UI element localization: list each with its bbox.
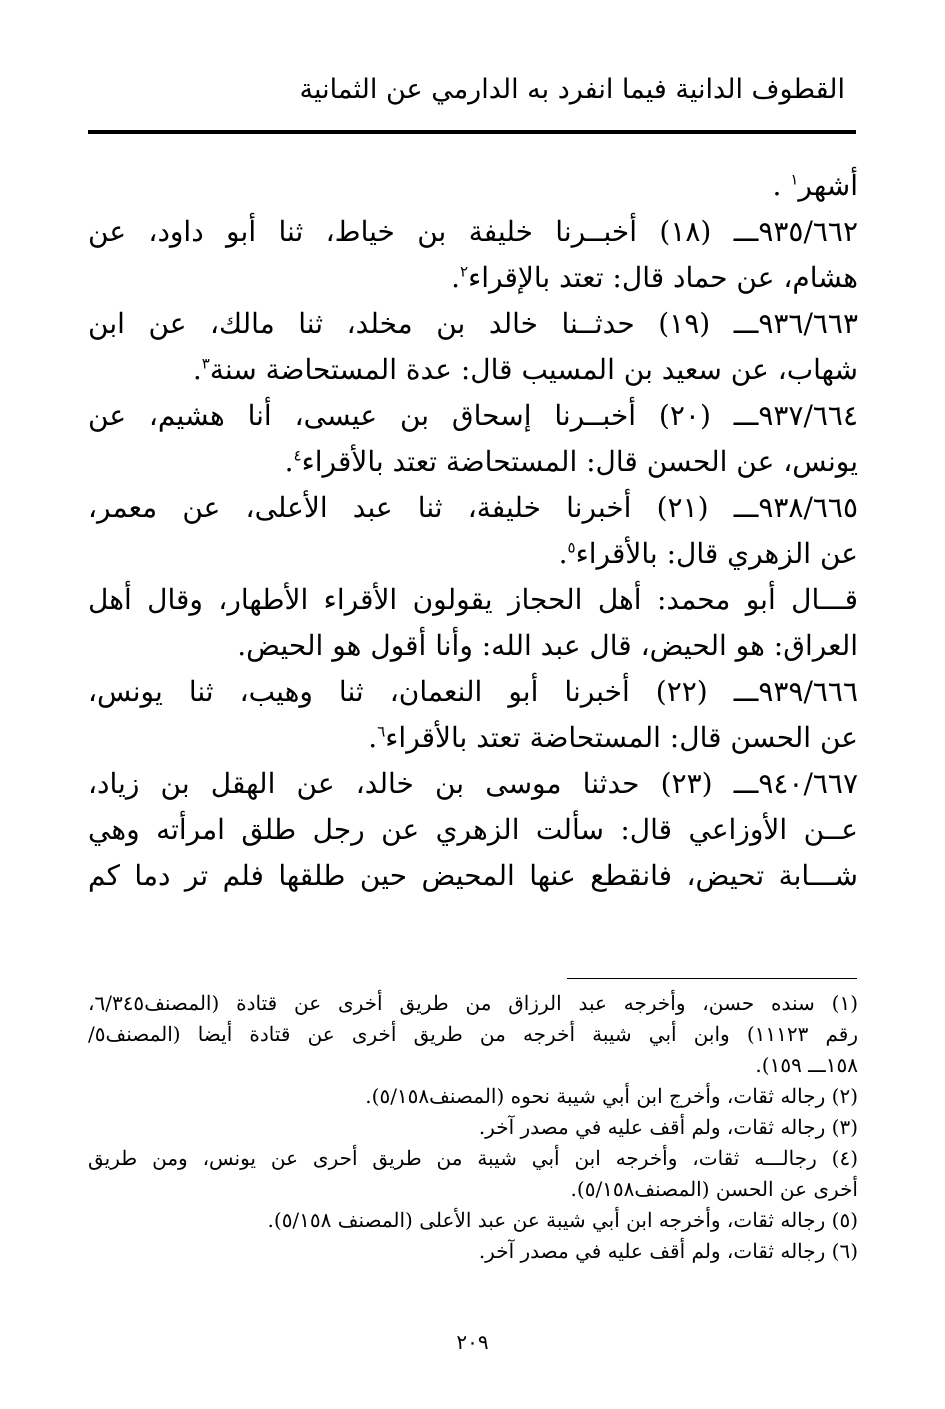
header-rule (88, 130, 856, 134)
text-line: شهاب، عن سعيد بن المسيب قال: عدة المستحاضة سنة$^٣$. (192, 353, 858, 386)
footnote-line: (٤) رجالـــه ثقات، وأخرجه ابن أبي شيبة من طريق أحرى عن يونس، ومن طريق (88, 1146, 858, 1170)
text-line: عن الزهري قال: بالأقراء$^٥$. (558, 537, 858, 570)
footnote-marker: ٢ (460, 262, 469, 281)
text-line: ٩٣٩/٦٦٦ـــ (٢٢) أخبرنا أبو النعمان، ثنا وهيب، ثنا يونس، (88, 675, 858, 708)
text-line: عــن الأوزاعي قال: سألت الزهري عن رجل طلق امرأته وهي (88, 813, 858, 846)
text-line: أشهر$^١$ . (772, 169, 858, 202)
text-line: قـــال أبو محمد: أهل الحجاز يقولون الأقراء الأطهار، وقال أهل (88, 583, 858, 616)
text-line: يونس، عن الحسن قال: المستحاضة تعتد بالأقراء$^٤$. (284, 445, 858, 478)
text-line: ٩٣٦/٦٦٣ـــ (١٩) حدثــنا خالد بن مخلد، ثنا مالك، عن ابن (88, 307, 858, 340)
text-line: عن الحسن قال: المستحاضة تعتد بالأقراء$^٦$. (368, 721, 858, 754)
text-line: العراق: هو الحيض، قال عبد الله: وأنا أقول هو الحيض. (237, 629, 858, 662)
footnote-marker: ٥ (567, 538, 576, 557)
text-line: ٩٣٨/٦٦٥ـــ (٢١) أخبرنا خليفة، ثنا عبد الأعلى، عن معمر، (88, 491, 858, 524)
main-text (88, 163, 858, 899)
footnote-line: (٥) رجاله ثقات، وأخرجه ابن أبي شيبة عن عبد الأعلى (المصنف ٥/١٥٨). (267, 1208, 858, 1232)
footnote-marker: ٣ (201, 354, 210, 373)
footnote-line: (١) سنده حسن، وأخرجه عبد الرزاق من طريق أخرى عن قتادة (المصنف٦/٣٤٥، (88, 991, 858, 1015)
text-line: شـــابة تحيض، فانقطع عنها المحيض حين طلقها فلم تر دما كم (88, 859, 858, 892)
footnote-marker: ١ (790, 170, 799, 189)
footnote-line: (٦) رجاله ثقات، ولم أقف عليه في مصدر آخر. (478, 1239, 858, 1263)
footnote-line: (٢) رجاله ثقات، وأخرج ابن أبي شيبة نحوه (المصنف٥/١٥٨). (365, 1084, 858, 1108)
footnote-line: أخرى عن الحسن (المصنف٥/١٥٨). (570, 1177, 858, 1201)
footnote-marker: ٤ (293, 446, 302, 465)
footnotes (88, 988, 858, 1267)
footnote-marker: ٦ (377, 722, 386, 741)
text-line: هشام، عن حماد قال: تعتد بالإقراء$^٢$. (451, 261, 858, 294)
running-header-title: القطوف الدانية فيما انفرد به الدارمي عن الثمانية (299, 74, 845, 105)
text-line: ٩٣٧/٦٦٤ـــ (٢٠) أخبــرنا إسحاق بن عيسى، أنا هشيم، عن (88, 399, 858, 432)
text-line: ٩٣٥/٦٦٢ـــ (١٨) أخبــرنا خليفة بن خياط، ثنا أبو داود، عن (88, 215, 858, 248)
page-number: ٢٠٩ (456, 1330, 489, 1354)
footnote-line: ١٥٨ـــ ١٥٩). (755, 1053, 858, 1077)
footnote-line: رقم ١١١٢٣) وابن أبي شيبة أخرجه من طريق أخرى عن قتادة أيضا (المصنف٥/ (88, 1022, 858, 1046)
footnote-line: (٣) رجاله ثقات، ولم أقف عليه في مصدر آخر. (478, 1115, 858, 1139)
footnote-separator (567, 978, 857, 979)
text-line: ٩٤٠/٦٦٧ـــ (٢٣) حدثنا موسى بن خالد، عن الهقل بن زياد، (88, 767, 858, 800)
